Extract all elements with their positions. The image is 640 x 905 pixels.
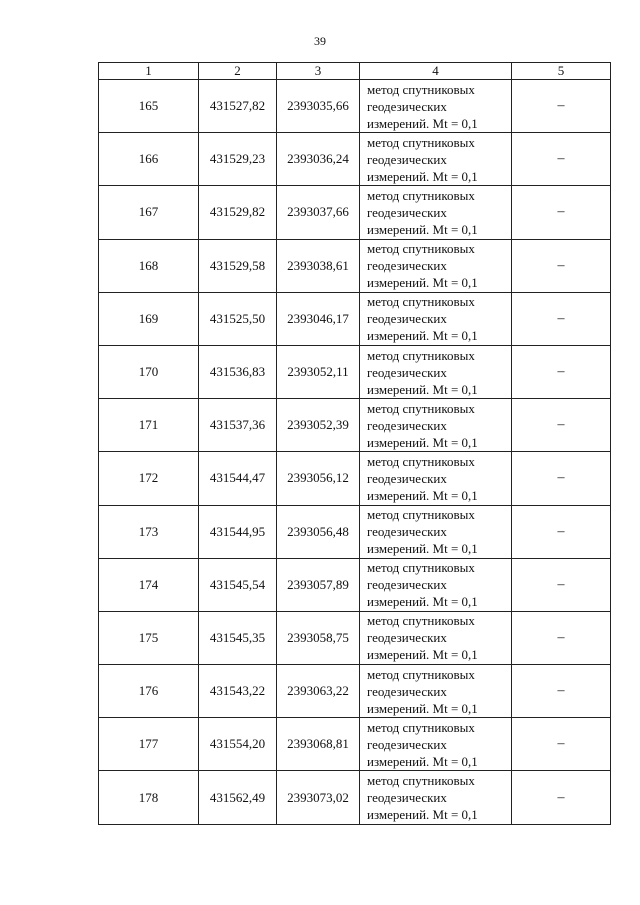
method-line: метод спутниковых <box>367 134 475 150</box>
method-line: измерений. Mt = 0,1 <box>367 487 478 503</box>
point-number-cell: 171 <box>99 399 199 452</box>
header-col-4: 4 <box>360 63 512 80</box>
note-cell: – <box>512 452 611 505</box>
point-number-cell: 168 <box>99 239 199 292</box>
method-line: метод спутниковых <box>367 773 475 789</box>
point-number-cell: 172 <box>99 452 199 505</box>
note-cell: – <box>512 80 611 133</box>
y-coordinate-cell: 2393058,75 <box>277 611 360 664</box>
method-line: измерений. Mt = 0,1 <box>367 221 478 237</box>
note-cell: – <box>512 771 611 824</box>
method-line: геодезических <box>367 577 447 593</box>
point-number-cell: 173 <box>99 505 199 558</box>
y-coordinate-cell: 2393056,12 <box>277 452 360 505</box>
point-number-cell: 175 <box>99 611 199 664</box>
method-line: метод спутниковых <box>367 400 475 416</box>
point-number-cell: 176 <box>99 665 199 718</box>
method-line: геодезических <box>367 98 447 114</box>
y-coordinate-cell: 2393056,48 <box>277 505 360 558</box>
method-cell <box>360 239 512 292</box>
method-cell <box>360 505 512 558</box>
note-cell: – <box>512 718 611 771</box>
table-row <box>99 133 611 186</box>
x-coordinate-cell: 431544,95 <box>199 505 277 558</box>
note-cell: – <box>512 611 611 664</box>
method-cell <box>360 133 512 186</box>
note-cell: – <box>512 292 611 345</box>
method-line: метод спутниковых <box>367 613 475 629</box>
table-row <box>99 80 611 133</box>
method-cell <box>360 611 512 664</box>
x-coordinate-cell: 431536,83 <box>199 345 277 398</box>
method-line: метод спутниковых <box>367 666 475 682</box>
y-coordinate-cell: 2393052,11 <box>277 345 360 398</box>
point-number-cell: 177 <box>99 718 199 771</box>
y-coordinate-cell: 2393035,66 <box>277 80 360 133</box>
x-coordinate-cell: 431529,58 <box>199 239 277 292</box>
point-number-cell: 165 <box>99 80 199 133</box>
note-cell: – <box>512 345 611 398</box>
table-header-row <box>99 63 611 80</box>
method-line: измерений. Mt = 0,1 <box>367 700 478 716</box>
point-number-cell: 170 <box>99 345 199 398</box>
method-line: измерений. Mt = 0,1 <box>367 275 478 291</box>
note-cell: – <box>512 399 611 452</box>
coordinates-table <box>98 62 611 825</box>
method-line: метод спутниковых <box>367 187 475 203</box>
y-coordinate-cell: 2393038,61 <box>277 239 360 292</box>
table-row <box>99 665 611 718</box>
y-coordinate-cell: 2393052,39 <box>277 399 360 452</box>
method-line: геодезических <box>367 630 447 646</box>
x-coordinate-cell: 431529,82 <box>199 186 277 239</box>
method-line: геодезических <box>367 311 447 327</box>
method-cell <box>360 665 512 718</box>
method-line: метод спутниковых <box>367 719 475 735</box>
x-coordinate-cell: 431554,20 <box>199 718 277 771</box>
method-line: метод спутниковых <box>367 294 475 310</box>
method-line: геодезических <box>367 151 447 167</box>
method-cell <box>360 718 512 771</box>
x-coordinate-cell: 431544,47 <box>199 452 277 505</box>
method-cell <box>360 452 512 505</box>
point-number-cell: 178 <box>99 771 199 824</box>
header-col-2: 2 <box>199 63 277 80</box>
x-coordinate-cell: 431562,49 <box>199 771 277 824</box>
y-coordinate-cell: 2393037,66 <box>277 186 360 239</box>
method-line: измерений. Mt = 0,1 <box>367 541 478 557</box>
method-line: геодезических <box>367 524 447 540</box>
method-line: метод спутниковых <box>367 347 475 363</box>
method-line: геодезических <box>367 204 447 220</box>
method-line: метод спутниковых <box>367 560 475 576</box>
table-row <box>99 239 611 292</box>
y-coordinate-cell: 2393057,89 <box>277 558 360 611</box>
method-line: измерений. Mt = 0,1 <box>367 753 478 769</box>
method-line: геодезических <box>367 683 447 699</box>
method-cell <box>360 292 512 345</box>
method-line: измерений. Mt = 0,1 <box>367 328 478 344</box>
method-cell <box>360 399 512 452</box>
x-coordinate-cell: 431525,50 <box>199 292 277 345</box>
method-line: геодезических <box>367 417 447 433</box>
x-coordinate-cell: 431545,54 <box>199 558 277 611</box>
method-line: измерений. Mt = 0,1 <box>367 434 478 450</box>
table-row <box>99 399 611 452</box>
method-line: измерений. Mt = 0,1 <box>367 115 478 131</box>
method-line: геодезических <box>367 258 447 274</box>
y-coordinate-cell: 2393063,22 <box>277 665 360 718</box>
method-line: метод спутниковых <box>367 453 475 469</box>
page-number: 39 <box>314 34 326 48</box>
note-cell: – <box>512 665 611 718</box>
y-coordinate-cell: 2393046,17 <box>277 292 360 345</box>
method-cell <box>360 80 512 133</box>
method-line: геодезических <box>367 736 447 752</box>
y-coordinate-cell: 2393068,81 <box>277 718 360 771</box>
table-row <box>99 186 611 239</box>
method-line: измерений. Mt = 0,1 <box>367 647 478 663</box>
y-coordinate-cell: 2393073,02 <box>277 771 360 824</box>
method-line: измерений. Mt = 0,1 <box>367 807 478 823</box>
point-number-cell: 174 <box>99 558 199 611</box>
note-cell: – <box>512 505 611 558</box>
method-line: измерений. Mt = 0,1 <box>367 594 478 610</box>
table-row <box>99 345 611 398</box>
table-row <box>99 558 611 611</box>
header-col-3: 3 <box>277 63 360 80</box>
x-coordinate-cell: 431537,36 <box>199 399 277 452</box>
y-coordinate-cell: 2393036,24 <box>277 133 360 186</box>
method-cell <box>360 186 512 239</box>
table-row <box>99 452 611 505</box>
point-number-cell: 166 <box>99 133 199 186</box>
method-line: геодезических <box>367 470 447 486</box>
method-line: метод спутниковых <box>367 81 475 97</box>
method-line: метод спутниковых <box>367 241 475 257</box>
x-coordinate-cell: 431545,35 <box>199 611 277 664</box>
note-cell: – <box>512 558 611 611</box>
method-cell <box>360 558 512 611</box>
table-body <box>99 80 611 825</box>
method-cell <box>360 771 512 824</box>
method-line: геодезических <box>367 790 447 806</box>
x-coordinate-cell: 431543,22 <box>199 665 277 718</box>
note-cell: – <box>512 186 611 239</box>
header-col-1: 1 <box>99 63 199 80</box>
method-line: измерений. Mt = 0,1 <box>367 168 478 184</box>
method-cell <box>360 345 512 398</box>
table-row <box>99 292 611 345</box>
point-number-cell: 169 <box>99 292 199 345</box>
method-line: геодезических <box>367 364 447 380</box>
header-col-5: 5 <box>512 63 611 80</box>
table-row <box>99 505 611 558</box>
x-coordinate-cell: 431527,82 <box>199 80 277 133</box>
note-cell: – <box>512 133 611 186</box>
method-line: измерений. Mt = 0,1 <box>367 381 478 397</box>
table-row <box>99 718 611 771</box>
table-row <box>99 771 611 824</box>
x-coordinate-cell: 431529,23 <box>199 133 277 186</box>
note-cell: – <box>512 239 611 292</box>
point-number-cell: 167 <box>99 186 199 239</box>
table-row <box>99 611 611 664</box>
method-line: метод спутниковых <box>367 507 475 523</box>
